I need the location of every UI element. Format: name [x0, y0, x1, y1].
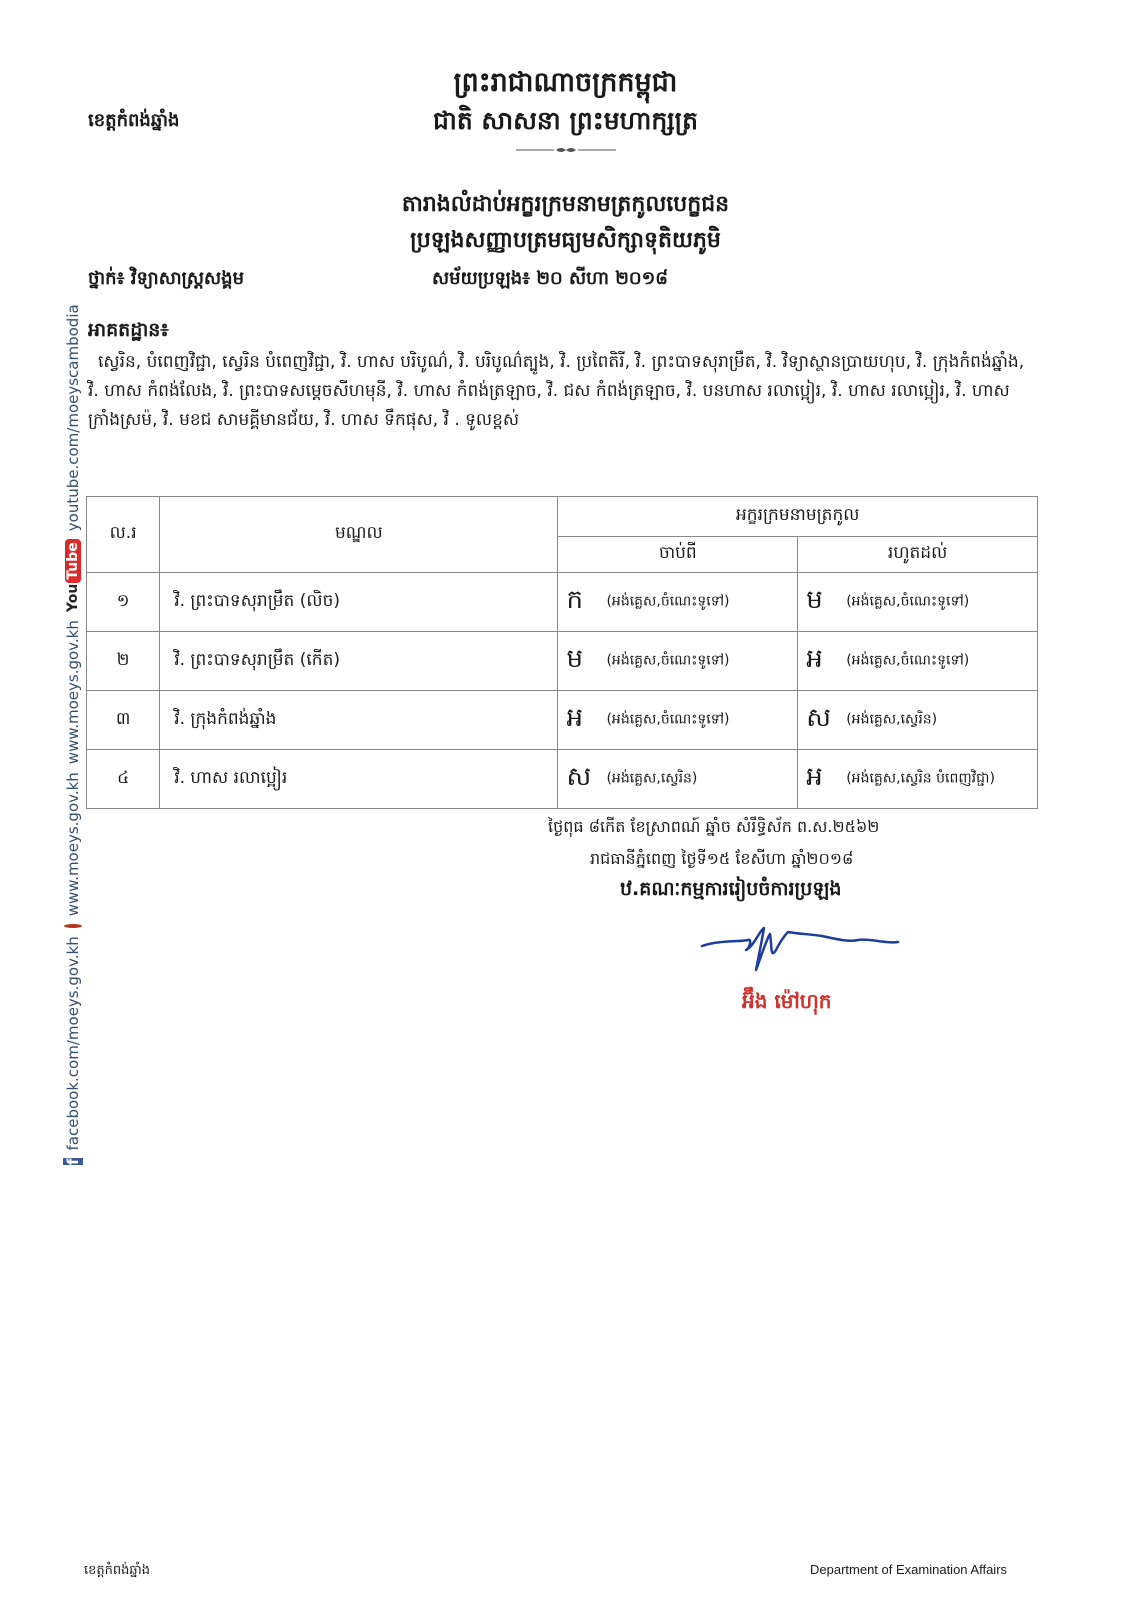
- to-letter: ម: [806, 585, 823, 615]
- document-title-line1: តារាងលំដាប់អក្ខរក្រមនាមត្រកូលបេក្ខជន: [401, 192, 730, 217]
- exam-date: សម័យប្រឡង៖ ២០ សីហា ២០១៨: [432, 268, 668, 289]
- header-no: ល.រ: [87, 497, 160, 573]
- signer-name: អ៊ឹង ម៉ៅហុក: [742, 989, 832, 1013]
- row-from: [558, 750, 798, 809]
- allocation-table: [86, 496, 1038, 809]
- row-to: [798, 691, 1038, 750]
- footer-province: ខេត្តកំពង់ឆ្នាំង: [84, 1563, 151, 1578]
- row-to: [798, 750, 1038, 809]
- kingdom-title: ព្រះរាជាណាចក្រកម្ពុជា: [453, 67, 678, 98]
- header-from: ចាប់ពី: [558, 537, 798, 573]
- footer-department: Department of Examination Affairs: [810, 1562, 1008, 1577]
- row-center: វិ. ហាស រលាប្អៀរ: [160, 750, 558, 809]
- committee-name: ឋ.គណៈកម្មការរៀបចំការប្រឡង: [620, 878, 842, 900]
- website-link-1[interactable]: www.moeys.gov.kh: [64, 772, 82, 917]
- row-to: [798, 573, 1038, 632]
- national-motto: ជាតិ សាសនា ព្រះមហាក្សត្រ: [433, 106, 698, 135]
- table-row: [87, 632, 1038, 691]
- exam-centers-list: ស្វេរិន, បំពេញវិជ្ជា, ស្វេរិន បំពេញវិជ្ជា, វិ. ហាស បរិបូណ៌, វិ. បរិបូណ៌ត្បូង, វិ. ប្រពៃតិរី, វិ. ព្រះបាទសុរាម្រឹត, វិ. វិទ្យាស្ថានប្រាយហុប, វិ. ក្រុងកំពង់ឆ្នាំង, វិ. ហាស កំពង់លែង, វិ. ព្រះបាទសម្តេចសីហមុនី, វិ. ហាស កំពង់ត្រឡាច, វិ. ជស កំពង់ត្រឡាច, វិ. បនហាស រលាប្អៀរ, វិ. ហាស រលាប្អៀរ, វិ. ហាស ក្រាំងស្រម៉, វិ. មខជ សាមគ្គីមានជ័យ, វិ. ហាស ទឹកផុស, វិ . ទូលខ្ពស់: [88, 352, 1025, 430]
- table-row: [87, 750, 1038, 809]
- row-center: វិ. ក្រុងកំពង់ឆ្នាំង: [160, 691, 558, 750]
- lunar-date: ថ្ងៃពុធ ៨កើត ខែស្រាពណ៍ ឆ្នាំច សំរឹទ្ធិស័ក ព.ស.២៥៦២: [548, 817, 880, 836]
- from-note: (អង់គ្លេស,ចំណេះទូទៅ): [606, 593, 730, 610]
- table-row: [87, 573, 1038, 632]
- youtube-icon: [65, 539, 81, 612]
- to-letter: ស: [806, 703, 831, 733]
- youtube-link[interactable]: youtube.com/moeyscambodia: [64, 304, 82, 532]
- table-row: [87, 691, 1038, 750]
- province-label: ខេត្តកំពង់ឆ្នាំង: [88, 110, 180, 131]
- document-title-line2: ប្រឡងសញ្ញាបត្រមធ្យមសិក្សាទុតិយភូមិ: [410, 228, 721, 253]
- to-letter: អ: [806, 644, 823, 674]
- row-center: វិ. ព្រះបាទសុរាម្រឹត (លិច): [160, 573, 558, 632]
- to-note: (អង់គ្លេស,ចំណេះទូទៅ): [846, 593, 970, 610]
- to-note: (អង់គ្លេស,ចំណេះទូទៅ): [846, 652, 970, 669]
- ministry-emblem-icon: [64, 924, 82, 928]
- from-note: (អង់គ្លេស,ចំណេះទូទៅ): [606, 652, 730, 669]
- from-letter: ម: [566, 644, 583, 674]
- from-letter: អ: [566, 703, 583, 733]
- class-label: ថ្នាក់៖ វិទ្យាសាស្ត្រសង្គម: [88, 268, 245, 289]
- row-from: [558, 632, 798, 691]
- side-social-strip: [62, 304, 84, 1165]
- from-letter: ក: [566, 585, 583, 615]
- row-from: [558, 691, 798, 750]
- facebook-link[interactable]: facebook.com/moeys.gov.kh: [64, 936, 82, 1151]
- from-note: (អង់គ្លេស,ចំណេះទូទៅ): [606, 711, 730, 728]
- row-to: [798, 632, 1038, 691]
- youtube-word-you: You: [65, 583, 81, 613]
- row-number: ៤: [87, 750, 160, 809]
- row-from: [558, 573, 798, 632]
- header-center: មណ្ឌល: [160, 497, 558, 573]
- row-center: វិ. ព្រះបាទសុរាម្រឹត (កើត): [160, 632, 558, 691]
- website-link-2[interactable]: www.moeys.gov.kh: [64, 620, 82, 765]
- from-note: (អង់គ្លេស,ស្វេរិន): [606, 770, 698, 787]
- header-alphabet: អក្ខរក្រមនាមត្រកូល: [558, 497, 1038, 537]
- youtube-word-tube: Tube: [65, 539, 81, 583]
- solar-date: រាជធានីភ្នំពេញ ថ្ងៃទី១៥ ខែសីហា ឆ្នាំ២០១៨: [590, 849, 854, 868]
- row-number: ១: [87, 573, 160, 632]
- exam-centers-heading: អាគតដ្ឋាន៖: [88, 319, 169, 341]
- from-letter: ស: [566, 762, 592, 792]
- row-number: ៣: [87, 691, 160, 750]
- signature: [700, 920, 900, 990]
- to-note: (អង់គ្លេស,ស្វេរិន បំពេញវិជ្ជា): [846, 770, 995, 787]
- header-to: រហូតដល់: [798, 537, 1038, 573]
- row-number: ២: [87, 632, 160, 691]
- to-letter: អ: [806, 762, 823, 792]
- facebook-icon: f: [64, 1158, 82, 1165]
- to-note: (អង់គ្លេស,ស្វេរិន): [846, 711, 938, 728]
- ornament-divider: [516, 146, 616, 154]
